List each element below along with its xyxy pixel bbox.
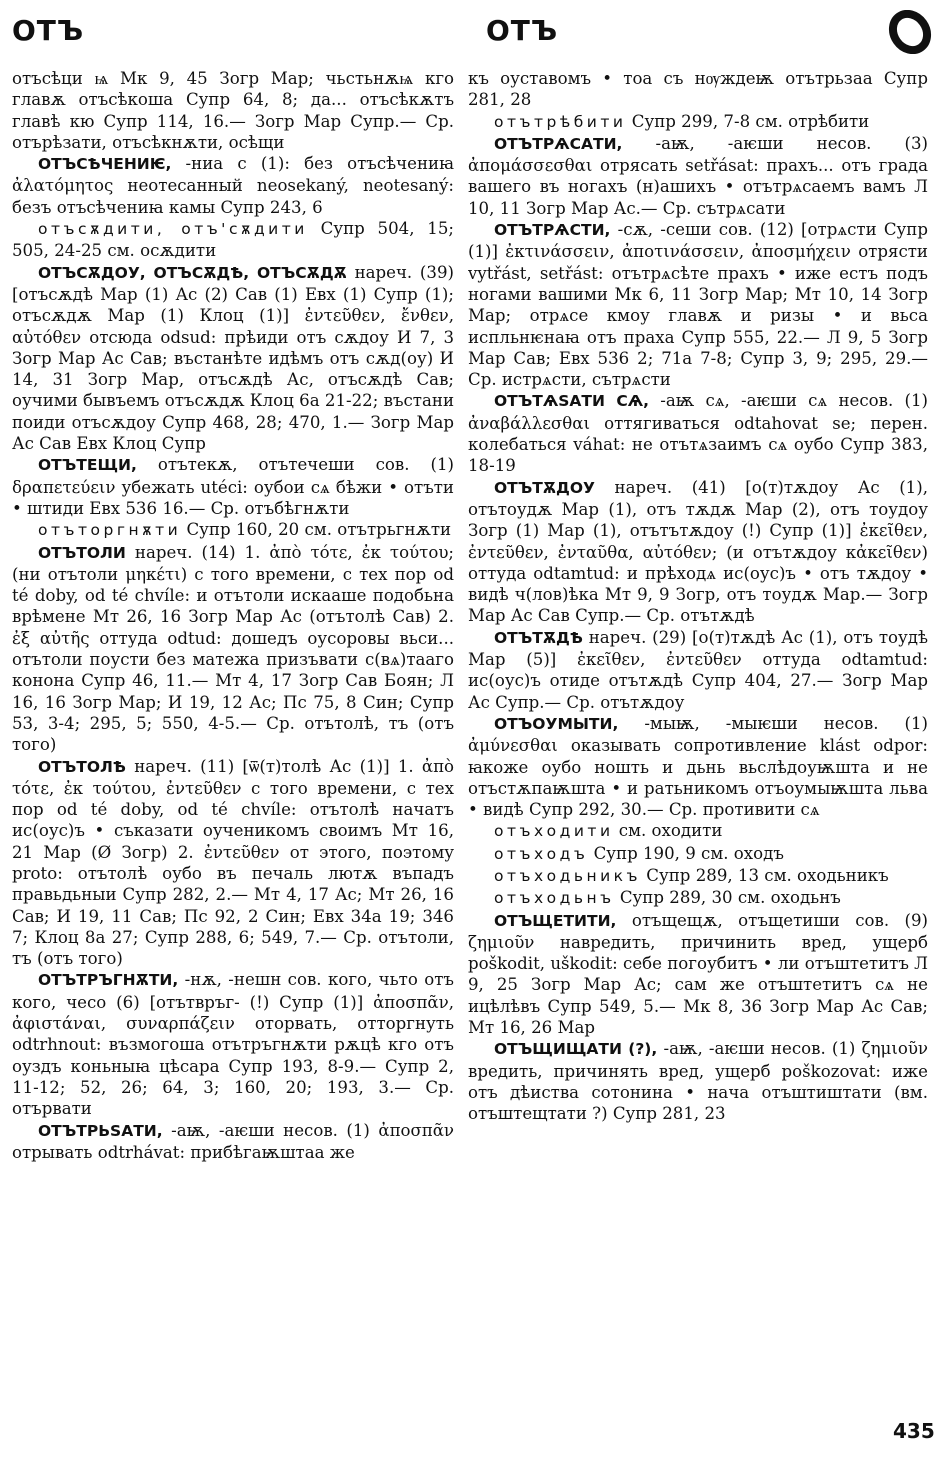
entry-body: -аѭ, -аѥши несов. (3) ἀπομάσσεσθαι отрясать setřásat: прахъ... отъ града вашего въ ногахъ (н)ашихъ • отътрѧсаемъ вамъ Л 10, 11 Зогр Мар Ас.— Ср. сътрѧсати [468, 133, 928, 218]
entry-body: -ниа с (1): без отъсѣчениꙗ ἀλατόμητος неотесанный neosekaný, neotesaný: безъ отъсѣчениꙗ камы Супр 243, 6 [12, 154, 454, 217]
entry-body: нареч. (14) 1. ἀπὸ τότε, ἐκ τούτου; (ни отътоли μηκέτι) с того времени, с тех пор od té doby, od té chvíle: и отътоли искааше подобьна врѣмене Мт 26, 16 Зогр Мар Ас (отътолѣ Сав) 2. ἐξ αὐτῆς оттуда odtud: дошедъ оусоровы вьси... отътоли поусти без матежа призъвати с(вѧ)тааго конона Супр 46, 11.— Мт 4, 17 Зогр Сав Боян; Л 16, 16 Зогр Мар; И 19, 12 Ас; Пс 75, 8 Син; Супр 53, 3-4; 295, 5; 550, 4-5.— Ср. отътолѣ, тъ (отъ того) [12, 542, 454, 755]
entry-headword: ОТЪТОЛИ [38, 543, 126, 562]
dictionary-entry [12, 542, 454, 756]
dictionary-entry [12, 519, 454, 541]
entry-headword: ОТЪТОЛѢ [38, 757, 126, 776]
dictionary-entry [468, 111, 928, 133]
dictionary-entry [468, 477, 928, 627]
dictionary-entry [12, 68, 454, 153]
entry-body: Супр 160, 20 см. отътрьгнѫти [186, 520, 452, 540]
entry-headword: ОТЪСѪДОУ, ОТЪСѪДѢ, ОТЪСѪДѪ [38, 263, 347, 282]
entry-body: отъсѣци ѩ Мк 9, 45 Зогр Мар; чьстьнѫѩ кго главѫ отъсѣкоша Супр 64, 8; да... отъсѣкѫтъ главѣ кю Супр 114, 16.— Зогр Мар Супр.— Ср. отърѣзати, отъсѣкнѫти, осѣщи [12, 69, 454, 152]
entry-body: отъщещѫ, отъщетиши сов. (9) ζημιοῦν навредить, причинить вред, ущерб poškodit, uškodit: себе погоубитъ • ли отъштетитъ Л 9, 25 Зогр Мар Ас; сам же отъштетитъ сѧ не ицѣлѣвъ Супр 549, 5.— Мк 8, 36 Зогр Мар Ас Сав; Мт 16, 26 Мар [468, 910, 928, 1038]
entry-headword: ОТЪСѢЧЕНИѤ, [38, 155, 172, 174]
dictionary-entry [12, 153, 454, 218]
entry-headword: ОТЪТРЪГНѪТИ, [38, 971, 179, 990]
dictionary-entry [468, 887, 928, 909]
dictionary-entry [468, 219, 928, 390]
entry-headword: отъторгнѫти [38, 521, 182, 540]
dictionary-entry [468, 820, 928, 842]
letter-o-icon [888, 10, 932, 54]
entry-headword: отъходьнъ [494, 889, 615, 908]
dictionary-entry [12, 969, 454, 1119]
dictionary-entry [468, 910, 928, 1039]
dictionary-entry [12, 756, 454, 970]
entry-headword: отъходити [494, 822, 614, 841]
dictionary-entry [12, 1120, 454, 1164]
dictionary-entry [468, 627, 928, 713]
page-number: 435 [893, 1419, 935, 1443]
entry-body: Супр 289, 30 см. оходьнъ [619, 888, 841, 908]
entry-headword: ОТЪОУМЫТИ, [494, 714, 619, 733]
entry-headword: ОТЪТРѦСАТИ, [494, 134, 623, 153]
entry-headword: ОТЪТѪДѢ [494, 628, 583, 647]
entry-headword: ОТЪТѦЅАТИ СѦ, [494, 392, 649, 411]
entry-body: Супр 299, 7-8 см. отрѣбити [631, 111, 870, 131]
entry-headword: ОТЪЩЕТИТИ, [494, 911, 617, 930]
entry-body: см. оходити [618, 821, 723, 841]
entry-body: къ оуставомъ • тоа съ нѹждеѭ отътрьзаа Супр 281, 28 [468, 69, 928, 110]
dictionary-entry [468, 1038, 928, 1124]
dictionary-entry [468, 713, 928, 820]
dictionary-entry [468, 843, 928, 865]
entry-headword: отъходьникъ [494, 866, 641, 885]
entry-body: -аѭ сѧ, -аѥши сѧ несов. (1) ἀναβάλλεσθαι оттягиваться odtahovat se; перен. колебаться váhat: не отътѧзаимъ сѧ оубо Супр 383, 18-19 [468, 391, 928, 476]
entry-headword: отъходъ [494, 844, 589, 863]
entry-body: нареч. (29) [о(т)тѫдѣ Ас (1), отъ тоудѣ Мар (5)] ἐκεῖθεν, ἐντεῦθεν оттуда odtamtud: ис(оус)ъ отиде отътѫдѣ Супр 404, 27.— Зогр Мар Ас Супр.— Ср. отътѫдоу [468, 627, 928, 712]
entry-headword: ОТЪТЕЩИ, [38, 456, 137, 475]
entry-headword: отътрѣбити [494, 112, 627, 131]
dictionary-entry [468, 133, 928, 219]
entry-body: -нѫ, -нешн сов. кого, чьто отъ кого, чесо (6) [отътвръг- (!) Супр (1)] ἀποσπᾶν, ἀφιστάναι, συναρπάζειν оторвать, отторгнуть odtrhnout: възмогоша отътръгнѫти рѫцѣ кго отъ оуздъ коньныꙗ цѣсара Супр 193, 8-9.— Супр 2, 11-12; 52, 26; 64, 3; 160, 20; 193, 3.— Ср. отървати [12, 970, 454, 1119]
entry-body: Супр 190, 9 см. оходъ [593, 843, 784, 863]
dictionary-entry [468, 390, 928, 476]
running-head-left: ОТЪ [12, 14, 85, 47]
right-column [468, 68, 928, 1408]
running-head-center: ОТЪ [486, 14, 559, 47]
entry-body: нареч. (11) [ѿ(т)толѣ Ас (1)] 1. ἀπὸ τότε, ἐκ τούτου, ἐντεῦθεν с того времени, с тех пор od té doby, od té chvíle: отътолѣ начатъ ис(оус)ъ • съказати оученикомъ своимъ Мт 16, 21 Мар (Ø Зогр) 2. ἐντεῦθεν от этого, поэтому proto: отътолѣ оубо въ печаль лютѫ въпадъ правьдьныи Супр 282, 2.— Мт 4, 17 Ас; Мт 26, 16 Сав; И 19, 11 Сав; Пс 92, 2 Син; Евх 34а 19; 346 7; Клоц 8а 27; Супр 288, 6; 549, 7.— Ср. отътоли, тъ (отъ того) [12, 756, 454, 969]
entry-body: нареч. (41) [о(т)тѫдоу Ас (1), отътоудѫ Мар (1), отъ тѫдѫ Мар (2), отъ тоудоу Зогр (1) Мар (1), отътътѫдоу (!) Супр (1)] ἐκεῖθεν, ἐντεῦθεν, ἐνταῦθα, αὐτόθεν; (и отътѫдоу κἀκεῖθεν) оттуда odtamtud: и прѣходѧ ис(оус)ъ • отъ тѫдоу • видѣ ч(лов)ѣка Мт 9, 9 Зогр, отъ тоудѫ Мар.— Зогр Мар Ас Сав Супр.— Ср. отътѫдѣ [468, 477, 928, 626]
dictionary-entry [468, 68, 928, 111]
entry-headword: ОТЪЩИЩАТИ (?), [494, 1040, 658, 1059]
entry-headword: ОТЪТРЬЅАТИ, [38, 1121, 163, 1140]
left-column [12, 68, 454, 1408]
entry-body: -мыѭ, -мыѥши несов. (1) ἀμύνεσθαι оказывать сопротивление klást odpor: ꙗкоже оубо ношть и дьнь вьслѣдоуѭшта и не отъстѫпаѭшта • и ратьникомъ отъоумыѭшта льва • видѣ Супр 292, 30.— Ср. противити сѧ [468, 713, 928, 820]
entry-headword: ОТЪТѪДОУ [494, 478, 595, 497]
entry-body: Супр 289, 13 см. оходьникъ [646, 865, 889, 885]
entry-body: отътекѫ, отътечеши сов. (1) δραπετεύειν убежать utéci: оубои сѧ бѣжи • отъти • штиди Евх 536 16.— Ср. отъбѣгнѫти [12, 455, 454, 518]
dictionary-entry [12, 218, 454, 262]
dictionary-entry [12, 262, 454, 455]
dictionary-entry [12, 454, 454, 519]
entry-body: -сѫ, -сеши сов. (12) [отрѧсти Супр (1)] ἐκτινάσσειν, ἀποτινάσσειν, ἀποσμήχειν отрясти vytřást, setřást: отътрѧсѣте прахъ • иже естъ подъ ногами вашими Мк 6, 11 Зогр Мар; Мт 10, 14 Зогр Мар; отрѧсе кмоу главѫ и ризы • и вьса испльнѥнаꙗ отъ праха Супр 555, 22.— Л 9, 5 Зогр Мар Сав; Евх 536 2; 71а 7-8; Супр 3, 9; 295, 29.— Ср. истрѧсти, сътрѧсти [468, 220, 928, 390]
entry-headword: ОТЪТРѦСТИ, [494, 221, 611, 240]
entry-headword: отъсѫдити, отъ'сѫдити [38, 220, 308, 239]
entry-body: нареч. (39) [отъсѫдѣ Мар (1) Ас (2) Сав (1) Евх (1) Супр (1); отъсѫдѫ Мар (1) Клоц (1)] ἐντεῦθεν, ἔνθεν, αὐτόθεν отсюда odsud: прѣиди отъ сѫдоу И 7, 3 Зогр Мар Ас Сав; въстанѣте идѣмъ отъ сѫд(оу) И 14, 31 Зогр Мар, отъсѫдѣ Ас, отъсѫдѣ Сав; оучими бывъемъ отъсѫдѫ Клоц 6а 21-22; въстани поиди отъсѫдоу Супр 468, 28; 470, 1.— Зогр Мар Ас Сав Евх Клоц Супр [12, 262, 454, 454]
dictionary-entry [468, 865, 928, 887]
entry-body: -аѭ, -аѥши несов. (1) ζημιοῦν вредить, причинять вред, ущерб poškozovat: иже отъ дѣиства сотонина • нача отъштиштати (вм. отъштещтати ?) Супр 281, 23 [468, 1039, 928, 1124]
entry-body: -аѭ, -аѥши несов. (1) ἀποσπᾶν отрывать odtrhávat: прибѣгаѭштаа же [12, 1120, 454, 1162]
entry-body: Супр 504, 15; 505, 24-25 см. осѫдити [12, 219, 454, 261]
